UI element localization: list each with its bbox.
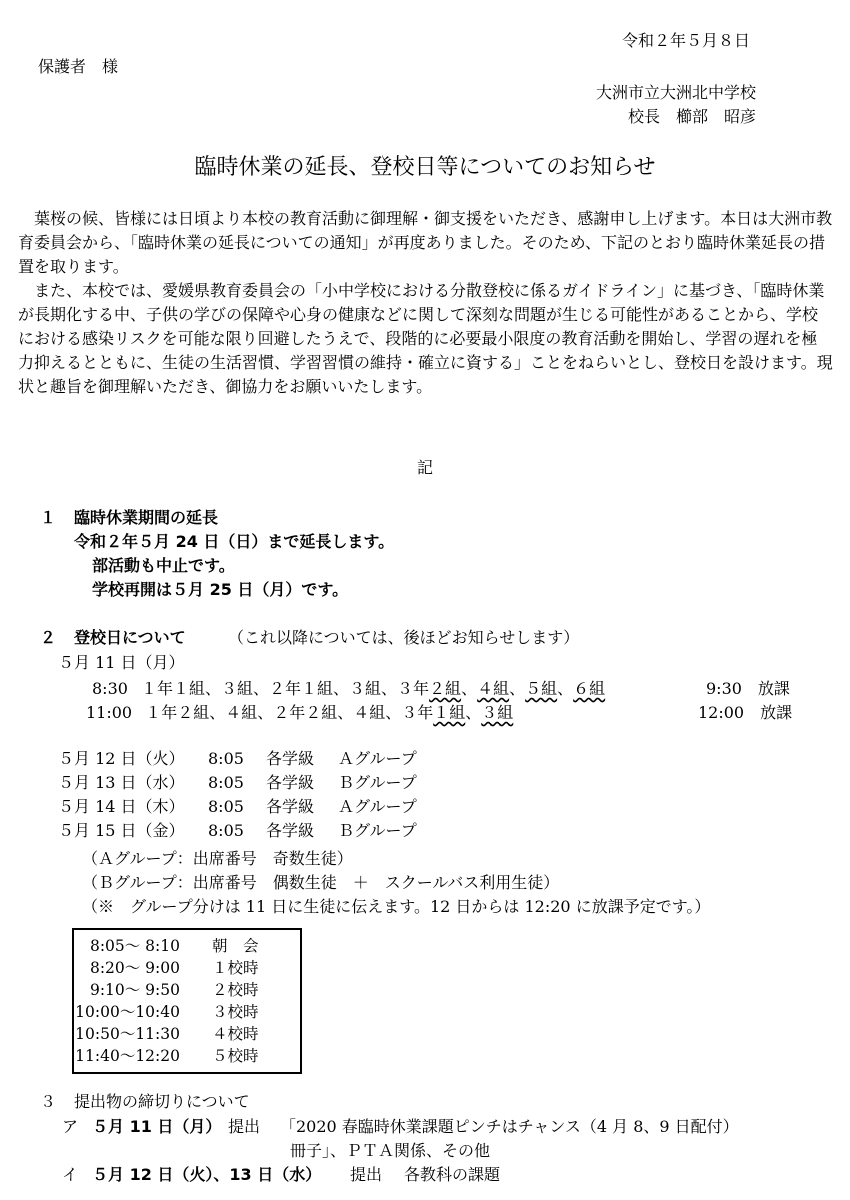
day-group: Ａグループ — [338, 797, 417, 816]
row-1-separator: 、 — [509, 679, 526, 698]
section-1-number: １ — [40, 508, 57, 527]
day-time: 8:05 — [208, 821, 244, 840]
section-1-heading: 臨時休業期間の延長 — [74, 508, 219, 527]
group-b-note: （Ｂグループ：出席番号 偶数生徒 ＋ スクールバス利用生徒） — [82, 873, 560, 892]
item-a-label: ア — [62, 1117, 79, 1136]
issue-date: 令和２年５月８日 — [622, 31, 751, 50]
intro-paragraph-2: また、本校では、愛媛県教育委員会の「小中学校における分散登校に係るガイドライン」に基づき、「臨時休業が長期化する中、子供の学びの保障や心身の健康などに関して深刻な問題が生じる可能性があることから、学校における感染リスクを可能な限り回避したうえで、段階的に必要最小限度の教育活動を開始し、学習の遅れを極力抑えるとともに、生徒の生活習慣、学習習慣の維持・確立に資する」ことをねらいとし、登校日を設けます。現状と趣旨を御理解いただき、御協力をお願いいたします。 — [18, 281, 833, 396]
row-1-class-3-4: ４組 — [477, 679, 510, 698]
day-row — [58, 746, 417, 769]
timetable-period: 朝 会 — [212, 937, 259, 955]
section-3-number: ３ — [40, 1092, 57, 1111]
timetable-period: １校時 — [212, 959, 259, 977]
timetable-period: ４校時 — [212, 1025, 259, 1043]
grouping-note: （※ グループ分けは 11 日に生徒に伝えます。12 日からは 12:20 に放課予定です。） — [82, 897, 711, 916]
school-name: 大洲市立大洲北中学校 — [596, 83, 757, 102]
row-1-class-3-2: ２組 — [429, 679, 462, 698]
intro-paragraph-1: 葉桜の候、皆様には日頃より本校の教育活動に御理解・御支援をいただき、感謝申し上げます。本日は大洲市教育委員会から、「臨時休業の延長についての通知」が再度ありました。そのため、下記のとおり臨時休業延長の措置を取ります。 — [18, 209, 833, 276]
item-b-label: イ — [62, 1165, 79, 1184]
row-1-time: 8:30 — [92, 679, 128, 698]
timetable-row — [74, 1001, 300, 1023]
timetable-row — [74, 979, 300, 1001]
timetable-row — [74, 935, 300, 957]
day-row — [58, 770, 417, 793]
day-label: ５月 15 日（金） — [58, 821, 185, 840]
row-1-separator: 、 — [461, 679, 478, 698]
day-class: 各学級 — [266, 749, 315, 768]
item-a-text-1: 「2020 春臨時休業課題ピンチはチャンス（4 月 8、9 日配付） — [280, 1117, 739, 1136]
intro-text — [18, 207, 833, 399]
day-class: 各学級 — [266, 821, 315, 840]
day-label: ５月 13 日（水） — [58, 773, 185, 792]
item-b-text: 各教科の課題 — [404, 1165, 501, 1184]
item-b-date: ５月 12 日（火）、13 日（水） — [92, 1165, 322, 1184]
day-group: Ａグループ — [338, 749, 417, 768]
timetable-period: ２校時 — [212, 981, 259, 999]
section-1-line-1: 令和２年５月 24 日（日）まで延長します。 — [74, 532, 395, 551]
ki-marker: 記 — [416, 458, 433, 477]
row-1-class-3-6: ６組 — [573, 679, 606, 698]
row-1-separator: 、 — [557, 679, 574, 698]
row-2-class-3-3: ３組 — [481, 703, 514, 722]
timetable-time: 10:00～10:40 — [75, 1003, 180, 1021]
timetable-time: 9:10～ 9:50 — [89, 981, 180, 999]
day-time: 8:05 — [208, 797, 244, 816]
item-a-text-2: 冊子」、ＰＴＡ関係、その他 — [290, 1141, 491, 1160]
principal-name: 校長 櫛部 昭彦 — [628, 107, 757, 126]
day-group: Ｂグループ — [338, 773, 417, 792]
item-b-submit: 提出 — [350, 1165, 383, 1184]
timetable-time: 11:40～12:20 — [75, 1047, 180, 1065]
section-1-line-2: 部活動も中止です。 — [92, 556, 235, 575]
timetable-time: 8:20～ 9:00 — [89, 959, 180, 977]
item-a-submit: 提出 — [228, 1117, 261, 1136]
schedule-row-2 — [86, 700, 513, 723]
row-2-time: 11:00 — [86, 703, 133, 722]
timetable-time: 10:50～11:30 — [75, 1025, 180, 1043]
item-a-date: ５月 11 日（月） — [92, 1117, 222, 1136]
section-1-line-3: 学校再開は５月 25 日（月）です。 — [92, 580, 349, 599]
schedule-row-1 — [92, 676, 605, 699]
timetable-row — [74, 1023, 300, 1045]
day-time: 8:05 — [208, 773, 244, 792]
day-class: 各学級 — [266, 773, 315, 792]
row-1-end: 9:30 放課 — [706, 679, 790, 698]
group-a-note: （Ａグループ：出席番号 奇数生徒） — [82, 849, 353, 868]
addressee: 保護者 様 — [38, 57, 119, 76]
row-1-classes: １年１組、３組、２年１組、３組、３年 — [141, 679, 430, 698]
timetable-row — [74, 1045, 300, 1067]
day-group: Ｂグループ — [338, 821, 417, 840]
row-1-class-3-5: ５組 — [525, 679, 558, 698]
page-title: 臨時休業の延長、登校日等についてのお知らせ — [194, 155, 656, 180]
timetable-box — [72, 928, 302, 1074]
timetable-period: ３校時 — [212, 1003, 259, 1021]
day-class: 各学級 — [266, 797, 315, 816]
row-2-classes: １年２組、４組、２年２組、４組、３年 — [145, 703, 434, 722]
timetable-row — [74, 957, 300, 979]
day-label: ５月 14 日（木） — [58, 797, 185, 816]
section-2-heading: 登校日について — [74, 628, 186, 647]
day-label: ５月 12 日（火） — [58, 749, 185, 768]
section-2-note: （これ以降については、後ほどお知らせします） — [228, 628, 580, 647]
may-11-day: ５月 11 日（月） — [58, 653, 185, 672]
day-time: 8:05 — [208, 749, 244, 768]
row-2-end: 12:00 放課 — [698, 703, 793, 722]
day-row — [58, 794, 417, 817]
section-2-number: ２ — [40, 628, 57, 647]
timetable-period: ５校時 — [212, 1047, 259, 1065]
section-3-heading: 提出物の締切りについて — [74, 1092, 250, 1111]
day-row — [58, 818, 417, 841]
row-2-class-3-1: １組 — [433, 703, 466, 722]
timetable-time: 8:05～ 8:10 — [89, 937, 180, 955]
row-2-separator: 、 — [465, 703, 482, 722]
